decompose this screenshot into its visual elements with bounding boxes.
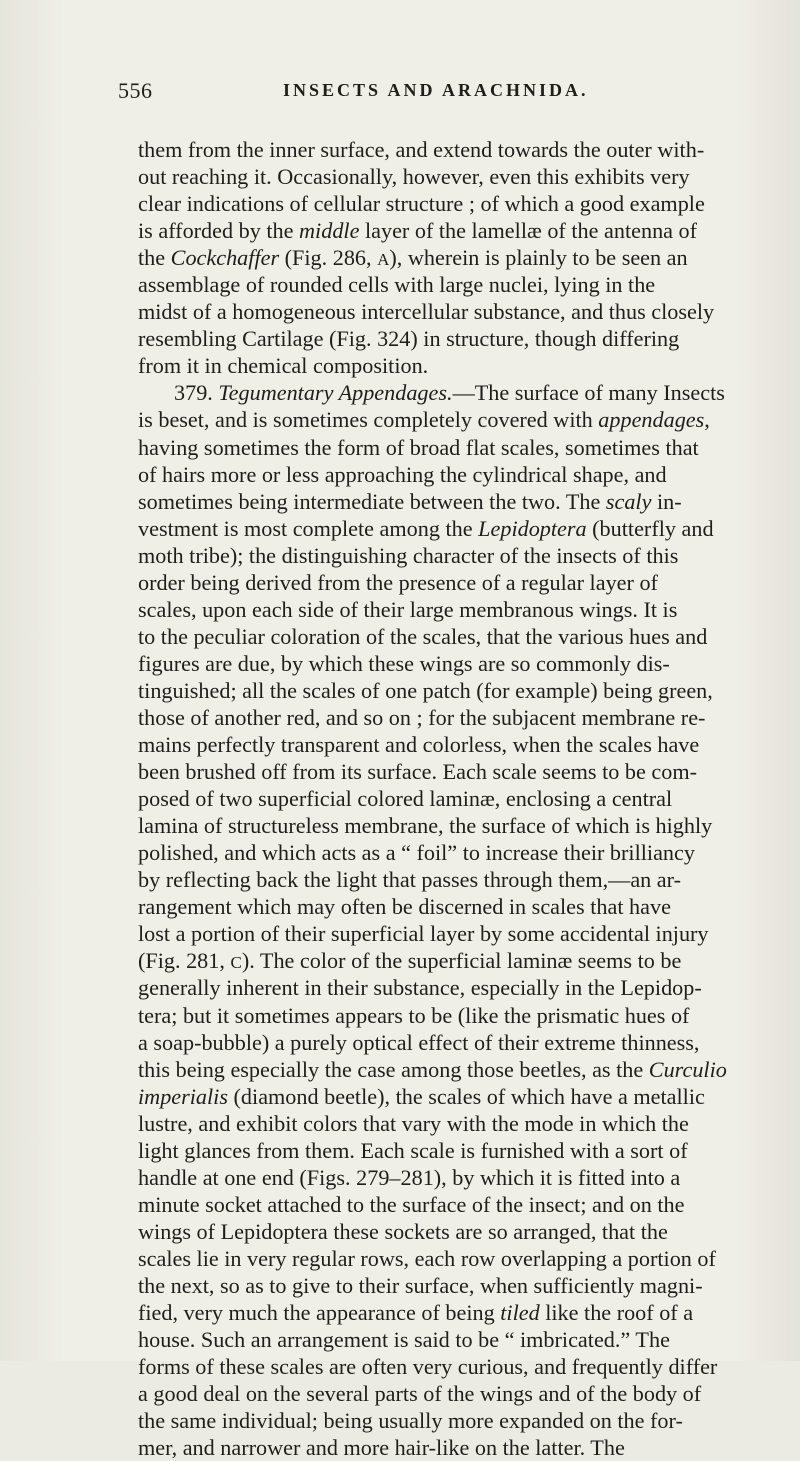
text-run: polished, and which acts as a “ foil” to increase their brilliancy: [138, 840, 695, 866]
text-run: a good deal on the several parts of the wings and of the body of: [138, 1381, 702, 1407]
text-run: (Fig. 286,: [279, 245, 378, 271]
text-run: a soap-bubble) a purely optical effect of their extreme thinness,: [138, 1029, 700, 1055]
text-run: handle at one end (Figs. 279–281), by which it is fitted into a: [138, 1164, 681, 1190]
text-run: clear indications of cellular structure ; of which a good example: [138, 191, 705, 217]
text-run: in-: [651, 488, 682, 514]
text-line: [138, 298, 800, 325]
text-line: [138, 406, 800, 433]
text-line: [138, 839, 800, 866]
text-run: vestment is most complete among the: [138, 515, 479, 541]
text-run: lustre, and exhibit colors that vary with the mode in which the: [138, 1110, 689, 1136]
text-run: forms of these scales are often very curious, and frequently differ: [138, 1354, 718, 1380]
text-line: [138, 920, 800, 947]
text-line: [138, 244, 800, 271]
text-line: [138, 1407, 800, 1434]
text-line: [138, 1326, 800, 1353]
italic-run: tiled: [500, 1300, 540, 1326]
text-run: ,: [704, 407, 710, 433]
text-line: [138, 785, 800, 812]
text-run: been brushed off from its surface. Each scale seems to be com-: [138, 759, 697, 785]
text-run: (diamond beetle), the scales of which have a metallic: [228, 1083, 705, 1109]
italic-run: Tegumentary Appendages.: [218, 380, 453, 406]
text-run: posed of two superficial colored laminæ, enclosing a central: [138, 786, 673, 812]
text-run: order being derived from the presence of a regular layer of: [138, 569, 658, 595]
italic-run: middle: [299, 218, 360, 244]
text-line: [138, 461, 800, 488]
text-run: the next, so as to give to their surface, when sufficiently magni-: [138, 1272, 703, 1298]
text-run: rangement which may often be discerned in scales that have: [138, 894, 671, 920]
text-run: lamina of structureless membrane, the surface of which is highly: [138, 813, 713, 839]
text-run: assemblage of rounded cells with large nuclei, lying in the: [138, 272, 656, 298]
text-line: [138, 1164, 800, 1191]
text-line: [138, 947, 800, 974]
italic-run: Cockchaffer: [170, 245, 280, 271]
text-line: [138, 650, 800, 677]
body-text: [138, 136, 800, 1461]
text-run: generally inherent in their substance, especially in the Lepidop-: [138, 975, 702, 1001]
text-line: [138, 1272, 800, 1299]
text-run: (butterfly and: [586, 515, 714, 541]
text-line: [138, 1218, 800, 1245]
small-caps-run: A: [377, 250, 390, 270]
text-line: [138, 1299, 800, 1326]
text-line: [138, 352, 800, 379]
text-line: [138, 1380, 800, 1407]
text-line: [138, 1191, 800, 1218]
text-run: fied, very much the appearance of being: [138, 1300, 501, 1326]
text-line: [138, 974, 800, 1001]
text-line: [138, 1110, 800, 1137]
text-line: [138, 217, 800, 244]
italic-run: imperialis: [138, 1083, 228, 1109]
text-run: minute socket attached to the surface of the insect; and on the: [138, 1191, 685, 1217]
text-line: [138, 515, 800, 542]
text-run: sometimes being intermediate between the two. The: [138, 488, 606, 514]
text-run: scales, upon each side of their large membranous wings. It is: [138, 596, 678, 622]
text-run: resembling Cartilage (Fig. 324) in structure, though differing: [138, 326, 680, 352]
text-line: [138, 812, 800, 839]
text-line: [138, 758, 800, 785]
text-line: [138, 434, 800, 461]
text-line: [138, 1029, 800, 1056]
text-line: [138, 1056, 800, 1083]
text-run: (Fig. 281,: [138, 948, 231, 974]
text-run: ). The color of the superficial laminæ seems to be: [241, 948, 682, 974]
text-run: layer of the lamellæ of the antenna of: [359, 218, 698, 244]
italic-run: appendages: [598, 407, 705, 433]
page-number: 556: [118, 78, 153, 103]
text-run: moth tribe); the distinguishing character of the insects of this: [138, 542, 679, 568]
text-run: is afforded by the: [138, 218, 300, 244]
text-line: [138, 542, 800, 569]
text-line: [138, 271, 800, 298]
text-line: [138, 893, 800, 920]
text-run: scales lie in very regular rows, each row overlapping a portion of: [138, 1245, 716, 1271]
text-line: [138, 325, 800, 352]
text-run: wings of Lepidoptera these sockets are so arranged, that the: [138, 1218, 668, 1244]
text-run: out reaching it. Occasionally, however, even this exhibits very: [138, 164, 690, 190]
italic-run: scaly: [605, 488, 652, 514]
italic-run: Lepidoptera: [478, 515, 587, 541]
text-run: by reflecting back the light that passes through them,—an ar-: [138, 867, 681, 893]
text-run: figures are due, by which these wings are so commonly dis-: [138, 650, 670, 676]
text-line: [138, 488, 800, 515]
text-run: having sometimes the form of broad flat scales, sometimes that: [138, 434, 699, 460]
text-run: of hairs more or less approaching the cylindrical shape, and: [138, 461, 667, 487]
text-run: ), wherein is plainly to be seen an: [389, 245, 688, 271]
text-run: is beset, and is sometimes completely covered with: [138, 407, 599, 433]
text-line: [138, 136, 800, 163]
text-run: lost a portion of their superficial layer by some accidental injury: [138, 921, 709, 947]
text-run: tinguished; all the scales of one patch (for example) being green,: [138, 677, 713, 703]
text-line: [138, 163, 800, 190]
text-run: tera; but it sometimes appears to be (like the prismatic hues of: [138, 1002, 690, 1028]
text-run: this being especially the case among those beetles, as the: [138, 1056, 649, 1082]
text-line: [138, 190, 800, 217]
text-line: [138, 1083, 800, 1110]
italic-run: Curculio: [648, 1056, 727, 1082]
text-line: [138, 704, 800, 731]
text-run: —The surface of many Insects: [452, 380, 725, 406]
running-title: INSECTS AND ARACHNIDA.: [283, 80, 589, 100]
text-line: [138, 1434, 800, 1461]
text-run: mains perfectly transparent and colorless, when the scales have: [138, 732, 700, 758]
text-run: from it in chemical composition.: [138, 353, 429, 379]
text-line: [138, 1002, 800, 1029]
text-run: light glances from them. Each scale is furnished with a sort of: [138, 1137, 688, 1163]
small-caps-run: C: [230, 953, 242, 973]
text-line: [138, 731, 800, 758]
text-line: [138, 866, 800, 893]
text-line: [138, 623, 800, 650]
text-line: [138, 1353, 800, 1380]
text-run: them from the inner surface, and extend towards the outer with-: [138, 137, 705, 162]
text-line: [138, 596, 800, 623]
page-header: [118, 78, 728, 108]
text-run: midst of a homogeneous intercellular substance, and thus closely: [138, 299, 715, 325]
text-run: house. Such an arrangement is said to be “ imbricated.” The: [138, 1327, 670, 1353]
text-line: [138, 379, 800, 406]
text-line: [138, 1245, 800, 1272]
text-run: the same individual; being usually more expanded on the for-: [138, 1408, 683, 1434]
text-run: like the roof of a: [539, 1300, 694, 1326]
text-run: to the peculiar coloration of the scales, that the various hues and: [138, 623, 708, 649]
text-run: the: [138, 245, 171, 271]
text-line: [138, 1137, 800, 1164]
text-line: [138, 569, 800, 596]
text-line: [138, 677, 800, 704]
text-run: 379.: [174, 380, 219, 406]
text-run: those of another red, and so on ; for the subjacent membrane re-: [138, 704, 706, 730]
text-run: mer, and narrower and more hair-like on the latter. The: [138, 1435, 625, 1461]
